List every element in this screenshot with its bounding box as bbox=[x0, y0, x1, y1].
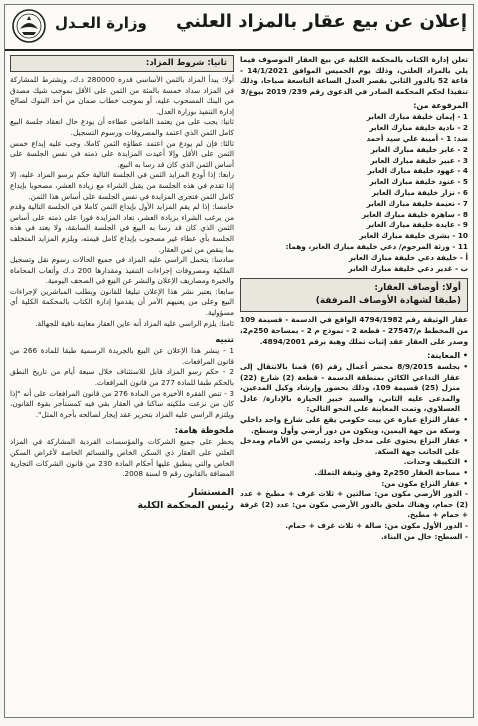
list-item: 11 - ورثة المرحوم/ دعي خليفة مبارك العابر، وهما: bbox=[285, 241, 468, 251]
list-item: أ - خليفة دعي خليفة مبارك العابر bbox=[348, 252, 468, 262]
signature-title: المستشار bbox=[188, 486, 234, 498]
list-item: 5 - عنود خليفة مبارك العابر bbox=[369, 177, 468, 187]
defendants-label: ضد: 1 - أمينة علي سيد أحمد bbox=[366, 133, 468, 143]
left-column bbox=[10, 55, 234, 713]
announcement-page bbox=[4, 4, 474, 718]
list-item: 1 - إيمان خليفة مبارك العابر bbox=[366, 112, 468, 122]
list-item: • بجلسة 8/9/2015 محضر أعمال رقم (6) قمنا بالانتقال إلى عقار التداعي الكائن بمنطقة الدسمة - قطعة (2) شارع (22) منزل (25) قسيمة 109، وذلك بحضور وإرشاد وكيل المدعين، والمدعى عليه الثاني، والسيد خبير الحيازة بالإدارة/ عادل العسلاوي، وتمت المعاينة على النحو التالي: bbox=[240, 362, 468, 415]
condition-paragraph: خامسا: إذا لم يقم المزايد الأول بإيداع الثمن كاملا في الجلسة التالية وقدم من يرغب الشراء بزيادة العشر، تعاد المزايدة فورا على ذمته على أساس الثمن الذي كان قد رسا به البيع في الجلسة السابقة، ولا يعتد في هذه الجلسة بأي عطاء غير مصحوب بإيداع كامل قيمته، ويلزم المزايد المتخلف بما ينقص من ثمن العقار. bbox=[10, 202, 234, 254]
list-item: 6 - نزار خليفة مبارك العابر bbox=[371, 187, 468, 197]
description-subtitle: (طبقا لشهادة الأوصاف المرفقة) bbox=[315, 296, 461, 307]
warning-item: 2 - حكم رسو المزاد قابل للاستئناف خلال سبعة أيام من تاريخ النطق بالحكم طبقا للمادة 277 من قانون المرافعات. bbox=[10, 367, 234, 388]
list-item: 2 - عابر خليفة مبارك العابر bbox=[370, 144, 468, 154]
ministry-name: وزارة العـدل bbox=[55, 14, 147, 32]
signature-name: رئيس المحكمة الكلية bbox=[137, 499, 234, 511]
list-item: 10 - بشرى خليفة مبارك العابر bbox=[359, 231, 468, 241]
important-note-text: يحظر على جميع الشركات والمؤسسات الفردية المشاركة في المزاد العلني على العقار ذي السكن الخاص والقسائم الخاصة لأغراض السكن الخاص والتي ينطبق عليها أحكام المادة 230 من قانون الشركات التجارية المضافة بالقانون رقم 9 لسنة 2008. bbox=[10, 437, 234, 479]
list-item: 2 - نادية خليفة مبارك العابر bbox=[369, 123, 468, 133]
list-item: - السطح: خال من البناء. bbox=[381, 531, 468, 541]
list-item: ب - غدير دعي خليفة مبارك العابر bbox=[348, 263, 468, 273]
list-item: 8 - ساهرة خليفة مبارك العابر bbox=[361, 209, 468, 219]
condition-paragraph: ثانيا: يجب على من يعتمد القاضي عطاءه أن يودع حال انعقاد جلسة البيع كامل الثمن الذي اعتمد والمصروفات ورسوم التسجيل. bbox=[10, 117, 234, 137]
list-item: • عقار النزاع مكون من: bbox=[240, 479, 468, 490]
signature-block bbox=[10, 486, 234, 512]
list-item: • التكييف وحدات. bbox=[240, 457, 468, 468]
list-item: • عقار النزاع يحتوي على مدخل واحد رئيسي من الأمام ومدخل على الجانب جهة السكة. bbox=[240, 436, 468, 457]
list-item: 9 - عايدة خليفة مبارك العابر bbox=[366, 220, 468, 230]
list-item: 3 - عبير خليفة مبارك العابر bbox=[370, 155, 468, 165]
warning-title: تنبيه bbox=[215, 335, 234, 346]
intro-paragraph: تعلن إدارة الكتاب بالمحكمة الكلية عن بيع العقار الموصوف فيما يلي بالمزاد العلني، وذلك يوم الخميس الموافق 14/1/2021 - قاعة 52 بالدور الثاني بقصر العدل الساعة التاسعة صباحا، وذلك تنفيذا لحكم المحكمة الصادر في الدعوى رقم 239/ 2019 بيوع/3 bbox=[240, 55, 468, 96]
condition-paragraph: سادسا: يتحمل الراسي عليه المزاد في جميع الحالات رسوم نقل وتسجيل الملكية ومصروفات إجراءات التنفيذ ومقدارها 200 د.ك وأتعاب المحاماة والخبرة ومصاريف الإعلان والنشر عن البيع في الصحف اليومية. bbox=[10, 255, 234, 286]
list-item: - الدور الأول مكون من: صالة + ثلاث غرف + حمام. bbox=[285, 521, 468, 531]
important-note-title: ملحوظة هامة: bbox=[174, 426, 234, 437]
condition-paragraph: أولا: يبدأ المزاد بالثمن الأساسي قدره 280000 د.ك، ويشترط للمشاركة في المزاد سداد خمسة بالمئة من الثمن على الأقل بموجب شيك مصدق من البنك المسحوب عليه، أو بموجب خطاب ضمان من أحد البنوك لصالح إدارة التنفيذ بوزارة العدل. bbox=[10, 75, 234, 116]
description-title: أولا: أوصاف العقار: bbox=[374, 283, 461, 294]
warning-item: 3 - تنص الفقرة الأخيرة من المادة 276 من قانون المرافعات على أنه "إذا كان من نزعت ملكيته ساكنا في العقار بقي فيه كمستأجر بقوة القانون، ويلتزم الراسي عليه المزاد بتحرير عقد إيجار لصالحه بأجرة المثل". bbox=[10, 388, 234, 419]
warning-item: 1 - ينشر هذا الإعلان عن البيع بالجريدة الرسمية طبقا للمادة 266 من قانون المرافعات. bbox=[10, 346, 234, 366]
description-section-title bbox=[240, 278, 468, 312]
list-item: 7 - نعيمة خليفة مبارك العابر bbox=[366, 198, 468, 208]
state-emblem-icon bbox=[11, 8, 47, 44]
condition-paragraph: ثالثا: فإن لم يودع من اعتمد عطاؤه الثمن كاملا، وجب عليه إيداع خمس الثمن على الأقل وإلا أعيدت المزايدة على ذمته في نفس الجلسة على أساس الثمن الذي كان قد رسا به البيع. bbox=[10, 138, 234, 169]
conditions-title: ثانيا: شروط المزاد: bbox=[10, 55, 234, 72]
plaintiffs-title: المرفوعة من: bbox=[413, 101, 468, 111]
headline: إعلان عن بيع عقار بالمزاد العلني bbox=[175, 11, 467, 32]
condition-paragraph: ثامنا: يلزم الراسي عليه المزاد أنه عاين العقار معاينة نافية للجهالة. bbox=[35, 318, 234, 328]
right-column bbox=[240, 55, 468, 713]
description-paragraph: عقار الوثيقة رقم 4794/1982 الواقع في الدسمة - قسيمة 109 من المخطط م/27547 - قطعة 2 - نموذج م 2 - بمساحة 250م2، وصدر على العقار عقد إثبات تملك وهبة برقم 4894/2001. bbox=[240, 315, 468, 346]
condition-paragraph: سابعا: يعتبر نشر هذا الإعلان تبليغا للقانون ويطلب المباشرين لإجراءات البيع وعلى من يعنيهم الأمر أن يقدموا إدارة الكتاب بالمحكمة الكلية أي مسؤولية. bbox=[10, 286, 234, 318]
header bbox=[5, 5, 473, 51]
party-list bbox=[240, 112, 468, 274]
condition-paragraph: رابعا: إذا أودع المزايد الثمن في الجلسة التالية حكم برسو المزاد عليه، إلا إذا تقدم في هذه الجلسة من يقبل الشراء مع زيادة العشر، مصحوبا بإيداع كامل الثمن فتجرى المزايدة في نفس الجلسة على أساس هذا الثمن. bbox=[10, 170, 234, 201]
list-item: • عقار النزاع عبارة عن بيت حكومي يقع على شارع واحد داخلي وسكة من جهة اليمين، ويتكون من دور أرضي وأول وسطح. bbox=[240, 415, 468, 436]
list-item: • مساحة العقار 250م2 وفق وثيقة التملك. bbox=[240, 468, 468, 479]
inspection-label: • المعاينة: bbox=[427, 351, 468, 361]
list-item: - الدور الأرضي مكون من: صالتين + ثلاث غرف + مطبخ + عدد (2) حمام، وهناك ملحق بالدور الأرضي مكون من: عدد (2) غرفة + حمام + مطبخ. bbox=[240, 489, 468, 520]
list-item: 4 - عهود خليفة مبارك العابر bbox=[367, 166, 468, 176]
